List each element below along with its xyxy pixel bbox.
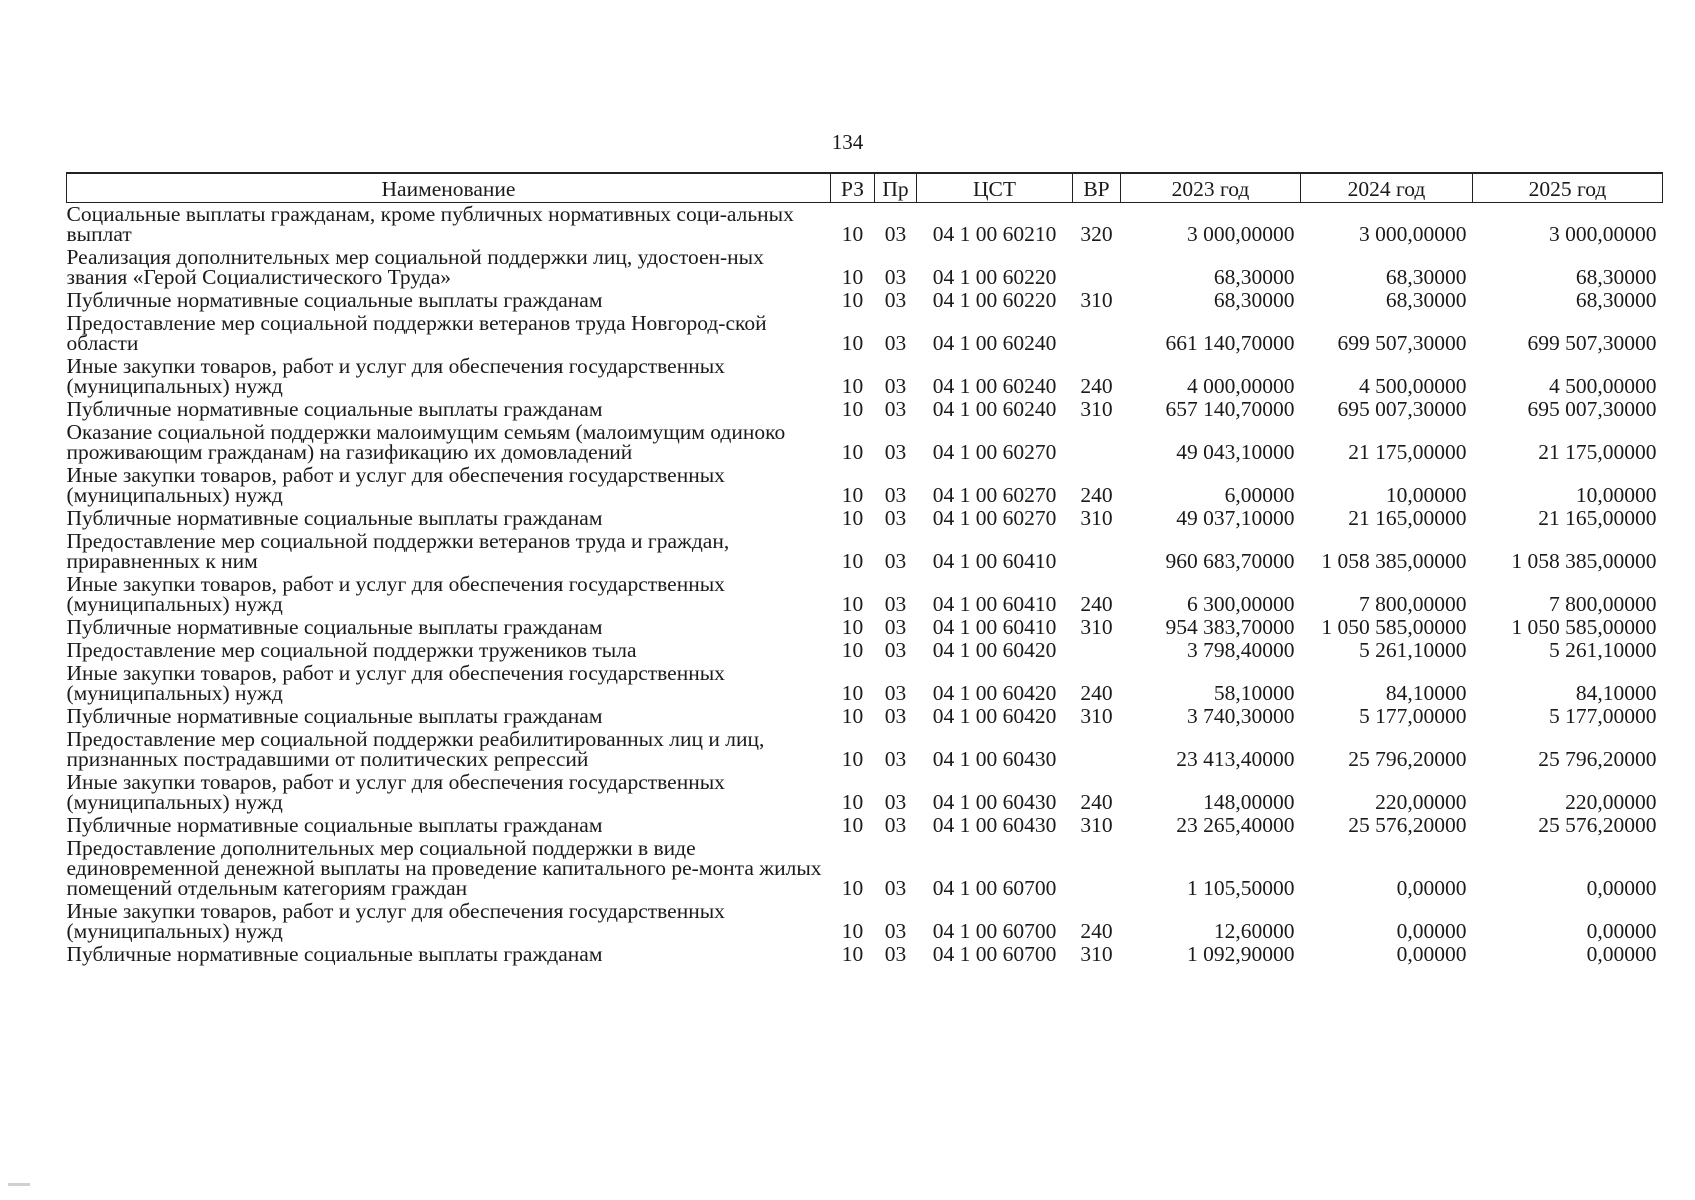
cell-2023: 661 140,70000 (1165, 331, 1295, 355)
table-row (67, 705, 1663, 728)
cell-2025: 220,00000 (1565, 790, 1657, 814)
cell-name: Иные закупки товаров, работ и услуг для обеспечения государственных (муниципальных) нужд (66, 354, 725, 398)
table-row (67, 355, 1663, 398)
cell-2024: 5 261,10000 (1359, 638, 1467, 662)
cell-rz: 10 (841, 483, 864, 507)
cell-cst: 04 1 00 60410 (932, 592, 1057, 616)
cell-vr: 310 (1080, 397, 1113, 421)
cell-name: Предоставление мер социальной поддержки реабилитированных лиц и лиц, признанных пострадавшими от политических репрессий (66, 727, 765, 771)
cell-2024: 21 175,00000 (1348, 440, 1467, 464)
cell-pr: 03 (884, 506, 907, 530)
cell-vr: 240 (1080, 374, 1113, 398)
cell-vr: 240 (1080, 919, 1113, 943)
cell-2025: 21 175,00000 (1538, 440, 1657, 464)
cell-vr: 320 (1080, 222, 1113, 246)
table-row (67, 616, 1663, 639)
cell-cst: 04 1 00 60220 (932, 288, 1057, 312)
cell-rz: 10 (841, 747, 864, 771)
cell-rz: 10 (841, 942, 864, 966)
cell-2025: 0,00000 (1586, 919, 1657, 943)
cell-vr: 240 (1080, 592, 1113, 616)
cell-2024: 10,00000 (1385, 483, 1467, 507)
cell-pr: 03 (884, 265, 907, 289)
table-row (67, 289, 1663, 312)
cell-2024: 0,00000 (1396, 876, 1467, 900)
cell-cst: 04 1 00 60420 (932, 704, 1057, 728)
cell-pr: 03 (884, 876, 907, 900)
cell-2024: 3 000,00000 (1359, 222, 1467, 246)
cell-2025: 25 796,20000 (1538, 747, 1657, 771)
cell-2023: 23 413,40000 (1176, 747, 1295, 771)
cell-2025: 699 507,30000 (1527, 331, 1657, 355)
cell-2023: 960 683,70000 (1165, 549, 1295, 573)
cell-name: Публичные нормативные социальные выплаты гражданам (66, 942, 603, 966)
table-row (67, 312, 1663, 355)
table-row (67, 203, 1663, 247)
cell-2023: 3 000,00000 (1187, 222, 1295, 246)
cell-rz: 10 (841, 681, 864, 705)
cell-2025: 25 576,20000 (1538, 813, 1657, 837)
cell-pr: 03 (884, 790, 907, 814)
table-row (67, 507, 1663, 530)
cell-2024: 220,00000 (1375, 790, 1467, 814)
cell-2024: 695 007,30000 (1337, 397, 1467, 421)
cell-2024: 25 576,20000 (1348, 813, 1467, 837)
cell-name: Иные закупки товаров, работ и услуг для обеспечения государственных (муниципальных) нужд (66, 770, 725, 814)
cell-2023: 1 092,90000 (1187, 942, 1295, 966)
cell-cst: 04 1 00 60240 (932, 331, 1057, 355)
table-row (67, 421, 1663, 464)
table-row (67, 771, 1663, 814)
cell-2025: 695 007,30000 (1527, 397, 1657, 421)
cell-2025: 5 177,00000 (1549, 704, 1657, 728)
cell-cst: 04 1 00 60210 (932, 222, 1057, 246)
cell-pr: 03 (884, 813, 907, 837)
budget-table (66, 172, 1663, 966)
cell-vr: 240 (1080, 483, 1113, 507)
cell-2024: 4 500,00000 (1359, 374, 1467, 398)
cell-cst: 04 1 00 60270 (932, 483, 1057, 507)
cell-rz: 10 (841, 638, 864, 662)
cell-2025: 1 058 385,00000 (1511, 549, 1657, 573)
cell-name: Предоставление дополнительных мер социальной поддержки в виде единовременной денежной выплаты на проведение капитального ре-монта жилых помещений отдельным категориям граждан (66, 836, 822, 900)
cell-name: Публичные нормативные социальные выплаты гражданам (66, 288, 603, 312)
cell-2024: 699 507,30000 (1337, 331, 1467, 355)
table-row (67, 246, 1663, 289)
cell-pr: 03 (884, 615, 907, 639)
header-pr: Пр (875, 173, 917, 203)
cell-name: Предоставление мер социальной поддержки тружеников тыла (66, 638, 637, 662)
cell-vr: 310 (1080, 813, 1113, 837)
header-vr: ВР (1073, 173, 1121, 203)
cell-2024: 68,30000 (1385, 265, 1467, 289)
table-row (67, 662, 1663, 705)
cell-2025: 68,30000 (1575, 265, 1657, 289)
cell-2023: 657 140,70000 (1165, 397, 1295, 421)
cell-2025: 4 500,00000 (1549, 374, 1657, 398)
cell-2025: 7 800,00000 (1549, 592, 1657, 616)
table-row (67, 530, 1663, 573)
table-row (67, 464, 1663, 507)
cell-2023: 4 000,00000 (1187, 374, 1295, 398)
cell-cst: 04 1 00 60430 (932, 790, 1057, 814)
header-cst: ЦСТ (917, 173, 1073, 203)
header-2023: 2023 год (1121, 173, 1301, 203)
cell-name: Предоставление мер социальной поддержки ветеранов труда Новгород-ской области (66, 311, 767, 355)
cell-2025: 84,10000 (1575, 681, 1657, 705)
cell-rz: 10 (841, 222, 864, 246)
cell-pr: 03 (884, 704, 907, 728)
cell-2025: 1 050 585,00000 (1511, 615, 1657, 639)
cell-2023: 6 300,00000 (1187, 592, 1295, 616)
cell-vr: 310 (1080, 615, 1113, 639)
cell-pr: 03 (884, 747, 907, 771)
cell-name: Иные закупки товаров, работ и услуг для обеспечения государственных (муниципальных) нужд (66, 463, 725, 507)
cell-2024: 1 050 585,00000 (1321, 615, 1467, 639)
cell-cst: 04 1 00 60430 (932, 747, 1057, 771)
header-rz: РЗ (831, 173, 875, 203)
cell-rz: 10 (841, 876, 864, 900)
cell-rz: 10 (841, 397, 864, 421)
cell-pr: 03 (884, 374, 907, 398)
cell-2025: 5 261,10000 (1549, 638, 1657, 662)
cell-rz: 10 (841, 440, 864, 464)
cell-name: Публичные нормативные социальные выплаты гражданам (66, 615, 603, 639)
cell-2023: 58,10000 (1213, 681, 1295, 705)
cell-2025: 0,00000 (1586, 876, 1657, 900)
cell-cst: 04 1 00 60220 (932, 265, 1057, 289)
cell-cst: 04 1 00 60270 (932, 506, 1057, 530)
cell-2023: 3 740,30000 (1187, 704, 1295, 728)
page-number: 134 (831, 130, 864, 154)
cell-rz: 10 (841, 288, 864, 312)
cell-pr: 03 (884, 592, 907, 616)
cell-vr: 310 (1080, 288, 1113, 312)
cell-2023: 49 037,10000 (1176, 506, 1295, 530)
cell-name: Публичные нормативные социальные выплаты гражданам (66, 704, 603, 728)
cell-vr (1073, 837, 1121, 900)
cell-pr: 03 (884, 919, 907, 943)
cell-rz: 10 (841, 790, 864, 814)
cell-2024: 25 796,20000 (1348, 747, 1467, 771)
cell-2025: 0,00000 (1586, 942, 1657, 966)
cell-2025: 21 165,00000 (1538, 506, 1657, 530)
cell-cst: 04 1 00 60240 (932, 397, 1057, 421)
cell-cst: 04 1 00 60700 (932, 919, 1057, 943)
cell-name: Оказание социальной поддержки малоимущим семьям (малоимущим одиноко проживающим гражданам) на газификацию их домовладений (66, 420, 786, 464)
cell-rz: 10 (841, 704, 864, 728)
cell-rz: 10 (841, 592, 864, 616)
cell-2023: 1 105,50000 (1187, 876, 1295, 900)
cell-rz: 10 (841, 265, 864, 289)
cell-pr: 03 (884, 681, 907, 705)
cell-pr: 03 (884, 638, 907, 662)
cell-2023: 954 383,70000 (1165, 615, 1295, 639)
cell-pr: 03 (884, 483, 907, 507)
cell-vr: 240 (1080, 790, 1113, 814)
cell-name: Предоставление мер социальной поддержки ветеранов труда и граждан, приравненных к ним (66, 529, 730, 573)
cell-vr (1073, 421, 1121, 464)
cell-vr: 240 (1080, 681, 1113, 705)
table-row (67, 398, 1663, 421)
cell-vr: 310 (1080, 506, 1113, 530)
cell-rz: 10 (841, 506, 864, 530)
cell-cst: 04 1 00 60270 (932, 440, 1057, 464)
header-name: Наименование (67, 173, 831, 203)
cell-rz: 10 (841, 549, 864, 573)
cell-2023: 23 265,40000 (1176, 813, 1295, 837)
cell-pr: 03 (884, 222, 907, 246)
table-row (67, 943, 1663, 966)
cell-2023: 68,30000 (1213, 288, 1295, 312)
cell-2025: 3 000,00000 (1549, 222, 1657, 246)
cell-cst: 04 1 00 60240 (932, 374, 1057, 398)
cell-rz: 10 (841, 813, 864, 837)
cell-name: Иные закупки товаров, работ и услуг для обеспечения государственных (муниципальных) нужд (66, 661, 725, 705)
cell-vr (1073, 639, 1121, 662)
cell-cst: 04 1 00 60420 (932, 638, 1057, 662)
cell-rz: 10 (841, 374, 864, 398)
cell-2024: 21 165,00000 (1348, 506, 1467, 530)
scan-artifact (8, 1183, 30, 1186)
cell-vr (1073, 530, 1121, 573)
cell-name: Реализация дополнительных мер социальной поддержки лиц, удостоен-ных звания «Герой Социалистического Труда» (66, 245, 764, 289)
cell-2023: 3 798,40000 (1187, 638, 1295, 662)
cell-2024: 0,00000 (1396, 919, 1467, 943)
cell-pr: 03 (884, 942, 907, 966)
cell-2024: 0,00000 (1396, 942, 1467, 966)
cell-2023: 6,00000 (1224, 483, 1295, 507)
cell-name: Иные закупки товаров, работ и услуг для обеспечения государственных (муниципальных) нужд (66, 572, 725, 616)
cell-cst: 04 1 00 60700 (932, 942, 1057, 966)
budget-table-container (66, 172, 1662, 966)
cell-pr: 03 (884, 549, 907, 573)
cell-cst: 04 1 00 60700 (932, 876, 1057, 900)
cell-2023: 68,30000 (1213, 265, 1295, 289)
table-row (67, 837, 1663, 900)
table-header-row (67, 173, 1663, 203)
cell-cst: 04 1 00 60430 (932, 813, 1057, 837)
cell-vr: 310 (1080, 942, 1113, 966)
cell-vr: 310 (1080, 704, 1113, 728)
cell-vr (1073, 246, 1121, 289)
cell-rz: 10 (841, 331, 864, 355)
cell-name: Иные закупки товаров, работ и услуг для обеспечения государственных (муниципальных) нужд (66, 899, 725, 943)
cell-2023: 49 043,10000 (1176, 440, 1295, 464)
cell-name: Публичные нормативные социальные выплаты гражданам (66, 397, 603, 421)
cell-pr: 03 (884, 331, 907, 355)
table-row (67, 900, 1663, 943)
cell-2024: 68,30000 (1385, 288, 1467, 312)
table-row (67, 573, 1663, 616)
cell-cst: 04 1 00 60410 (932, 549, 1057, 573)
cell-2024: 1 058 385,00000 (1321, 549, 1467, 573)
cell-name: Публичные нормативные социальные выплаты гражданам (66, 813, 603, 837)
cell-2025: 68,30000 (1575, 288, 1657, 312)
table-row (67, 814, 1663, 837)
cell-cst: 04 1 00 60410 (932, 615, 1057, 639)
table-body (67, 203, 1663, 967)
cell-pr: 03 (884, 288, 907, 312)
cell-rz: 10 (841, 615, 864, 639)
cell-name: Публичные нормативные социальные выплаты гражданам (66, 506, 603, 530)
cell-pr: 03 (884, 440, 907, 464)
cell-pr: 03 (884, 397, 907, 421)
cell-cst: 04 1 00 60420 (932, 681, 1057, 705)
cell-vr (1073, 728, 1121, 771)
cell-2024: 5 177,00000 (1359, 704, 1467, 728)
table-row (67, 728, 1663, 771)
header-2025: 2025 год (1473, 173, 1663, 203)
table-row (67, 639, 1663, 662)
cell-name: Социальные выплаты гражданам, кроме публичных нормативных соци-альных выплат (66, 202, 794, 246)
cell-2023: 148,00000 (1203, 790, 1295, 814)
cell-2023: 12,60000 (1213, 919, 1295, 943)
cell-rz: 10 (841, 919, 864, 943)
cell-vr (1073, 312, 1121, 355)
cell-2025: 10,00000 (1575, 483, 1657, 507)
cell-2024: 7 800,00000 (1359, 592, 1467, 616)
header-2024: 2024 год (1301, 173, 1473, 203)
cell-2024: 84,10000 (1385, 681, 1467, 705)
